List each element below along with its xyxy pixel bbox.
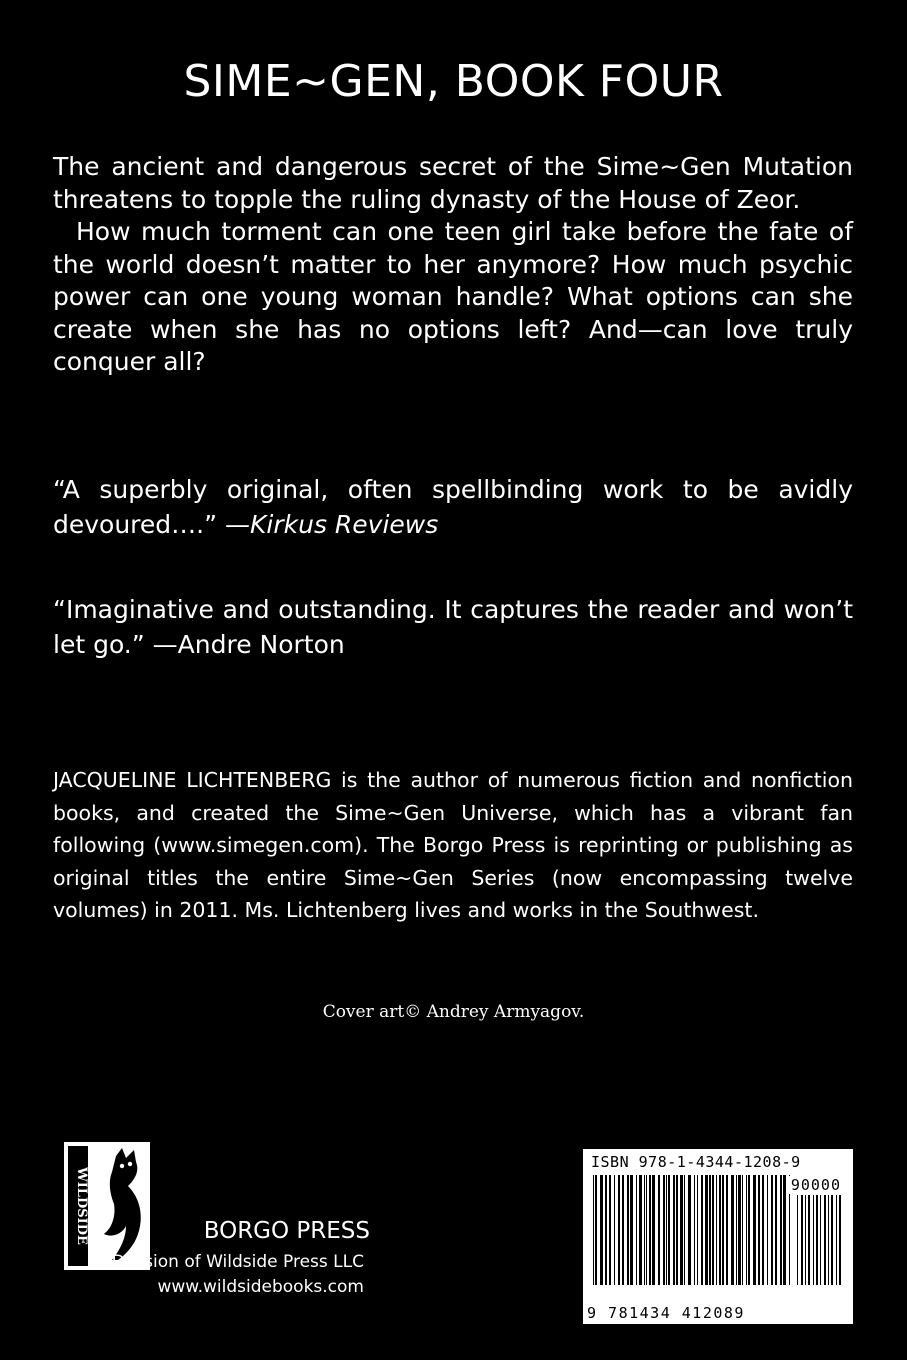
publisher-name: BORGO PRESS: [203, 1218, 370, 1244]
barcode-bar: [767, 1175, 768, 1285]
barcode-bars: [591, 1175, 845, 1303]
addon-bar: [836, 1195, 837, 1285]
barcode-bar: [712, 1175, 714, 1285]
review-quote-2: [53, 592, 853, 662]
book-title: SIME~GEN, BOOK FOUR: [183, 56, 724, 107]
barcode-bar: [627, 1175, 629, 1285]
barcode-bar: [609, 1175, 611, 1285]
quote-text: “A superbly original, often spellbinding work to be avidly devoured….” —: [53, 475, 853, 539]
barcode-bar: [731, 1175, 734, 1285]
addon-bar: [801, 1195, 803, 1285]
barcode-bar: [605, 1175, 607, 1285]
isbn-label: ISBN 978-1-4344-1208-9: [591, 1153, 801, 1171]
addon-bar: [805, 1195, 806, 1285]
barcode-bar: [644, 1175, 645, 1285]
addon-bar: [828, 1195, 829, 1285]
blurb: [53, 151, 853, 379]
publisher-division: A Division of Wildside Press LLC: [94, 1252, 364, 1272]
isbn-barcode: [583, 1149, 853, 1324]
barcode-bar: [688, 1175, 691, 1285]
barcode-bar: [758, 1175, 760, 1285]
barcode-bar: [673, 1175, 675, 1285]
logo-text: WILDSIDE: [74, 1167, 89, 1245]
barcode-bar: [709, 1175, 711, 1285]
quote-source: Andre Norton: [177, 630, 345, 659]
barcode-bar: [595, 1175, 597, 1285]
barcode-bar: [748, 1175, 750, 1285]
blurb-paragraph-2: How much torment can one teen girl take before the fate of the world doesn’t matter to her anymore? How much psychic power can one young woman handle? What options can she create when she has no options left? And—can love truly conquer all?: [53, 217, 853, 376]
barcode-bar: [618, 1175, 620, 1285]
quote-source: Kirkus Reviews: [250, 510, 439, 539]
barcode-bar: [746, 1175, 747, 1285]
barcode-bar: [716, 1175, 717, 1285]
publisher-url: www.wildsidebooks.com: [157, 1277, 364, 1297]
barcode-bar: [753, 1175, 756, 1285]
barcode-bar: [742, 1175, 743, 1285]
barcode-bar: [697, 1175, 698, 1285]
addon-bar: [820, 1195, 821, 1285]
addon-bar: [824, 1195, 826, 1285]
barcode-bar: [663, 1175, 665, 1285]
barcode-bar: [593, 1175, 594, 1285]
addon-bar: [816, 1195, 818, 1285]
barcode-bar: [771, 1175, 773, 1285]
barcode-bar: [658, 1175, 660, 1285]
barcode-bar: [630, 1175, 633, 1285]
addon-bar: [808, 1195, 810, 1285]
barcode-bar: [762, 1175, 764, 1285]
barcode-bar: [614, 1175, 615, 1285]
addon-bar: [797, 1195, 798, 1285]
author-bio: JACQUELINE LICHTENBERG is the author of numerous fiction and nonfiction books, and created the Sime~Gen Universe, which has a vibrant fan following (www.simegen.com). The Borgo Press is reprinting or publishing as original titles the entire Sime~Gen Series (now encompassing twelve volumes) in 2011. Ms. Lichtenberg lives and works in the Southwest.: [53, 768, 853, 922]
barcode-bar: [738, 1175, 741, 1285]
barcode-bar: [600, 1175, 603, 1285]
barcode-bar: [649, 1175, 651, 1285]
blurb-paragraph-1: The ancient and dangerous secret of the Sime~Gen Mutation threatens to topple the ruling dynasty of the House of Zeor.: [53, 152, 853, 214]
addon-bar: [831, 1195, 833, 1285]
barcode-bar: [705, 1175, 708, 1285]
barcode-bar: [680, 1175, 683, 1285]
barcode-bar: [780, 1175, 782, 1285]
barcode-bar: [736, 1175, 737, 1285]
barcode-bar: [639, 1175, 642, 1285]
barcode-bar: [666, 1175, 667, 1285]
quote-text: “Imaginative and outstanding. It captures the reader and won’t let go.” —: [53, 595, 853, 659]
cover-art-credit: Cover art© Andrey Armyagov.: [322, 1002, 585, 1022]
barcode-bar: [722, 1175, 724, 1285]
barcode-bar: [636, 1175, 637, 1285]
review-quote-1: [53, 472, 853, 542]
barcode-bar: [646, 1175, 647, 1285]
barcode-bar: [676, 1175, 678, 1285]
barcode-bar: [652, 1175, 655, 1285]
barcode-bar: [726, 1175, 728, 1285]
barcode-bar: [775, 1175, 777, 1285]
barcode-bar: [668, 1175, 670, 1285]
addon-bar: [813, 1195, 814, 1285]
barcode-bar: [684, 1175, 685, 1285]
barcode-bar: [701, 1175, 703, 1285]
price-code: 90000: [790, 1176, 841, 1194]
addon-bar: [839, 1195, 841, 1285]
barcode-bar: [783, 1175, 786, 1285]
barcode-bar: [719, 1175, 721, 1285]
barcode-bar: [694, 1175, 695, 1285]
barcode-digits: 9 781434 412089: [587, 1304, 745, 1322]
barcode-bar: [622, 1175, 624, 1285]
